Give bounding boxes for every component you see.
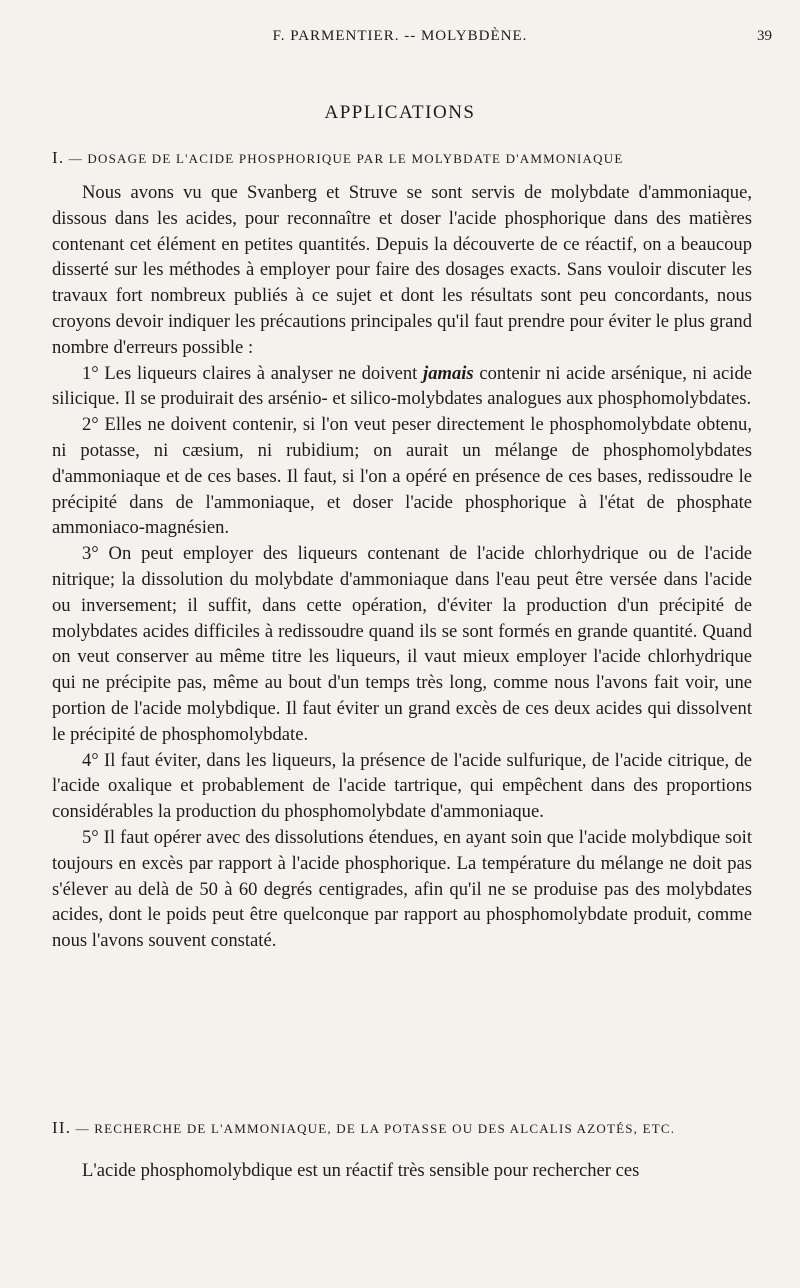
section-title: APPLICATIONS <box>324 102 476 123</box>
list-item: 5° Il faut opérer avec des dissolutions étendues, en ayant soin que l'acide molybdique soit toujours en excès par rapport à l'acide phosphorique. La température du mélange ne doit pas s'élever au delà de 50 à 60 degrés centigrades, afin qu'il ne se produise pas des molybdates acides, dont le poids peut être quelconque par rapport au phosphomolybdate produit, comme nous l'avons souvent constaté. <box>52 826 752 952</box>
subsection-number: I. <box>52 148 65 167</box>
list-item <box>52 361 752 413</box>
subsection-heading-2 <box>52 1118 752 1138</box>
running-title: F. PARMENTIER. -- MOLYBDÈNE. <box>272 28 528 44</box>
subsection-title: — RECHERCHE DE L'AMMONIAQUE, DE LA POTASSE OU DES ALCALIS AZOTÉS, ETC. <box>75 1121 676 1136</box>
closing-text <box>52 1158 752 1184</box>
list-item: 4° Il faut éviter, dans les liqueurs, la présence de l'acide sulfurique, de l'acide citrique, de l'acide oxalique et probablement de l'acide tartrique, qui empêchent dans des proportions considérables la production du phosphomolybdate d'ammoniaque. <box>52 749 752 823</box>
running-header <box>0 28 800 52</box>
item-prefix: 1° Les liqueurs claires à analyser ne doivent <box>82 362 424 384</box>
closing-paragraph: L'acide phosphomolybdique est un réactif très sensible pour rechercher ces <box>82 1160 640 1181</box>
intro-paragraph: Nous avons vu que Svanberg et Struve se sont servis de molybdate d'ammoniaque, dissous dans les acides, pour reconnaître et doser l'acide phosphorique dans des matières contenant cet élément en petites quantités. Depuis la découverte de ce réactif, on a beaucoup disserté sur les méthodes à employer pour faire des dosages exacts. Sans vouloir discuter les travaux fort nombreux publiés à ce sujet et dont les résultats sont peu concordants, nous croyons devoir indiquer les précautions principales qu'il faut prendre pour éviter le plus grand nombre d'erreurs possible : <box>52 182 752 358</box>
list-item: 2° Elles ne doivent contenir, si l'on veut peser directement le phosphomolybdate obtenu, ni potasse, ni cæsium, ni rubidium; on aurait un mélange de phosphomolybdates d'ammoniaque et de ces bases. Il faut, si l'on a opéré en présence de ces bases, redissoudre le précipité dans de l'ammoniaque, et doser l'acide phosphorique à l'état de phosphate ammoniaco-magnésien. <box>52 414 752 539</box>
list-item: 3° On peut employer des liqueurs contenant de l'acide chlorhydrique ou de l'acide nitrique; la dissolution du molybdate d'ammoniaque dans l'eau peut être versée dans l'acide ou inversement; il suffit, dans cette opération, d'éviter la production d'un précipité de molybdates acides difficiles à redissoudre quand ils se sont formés en grande quantité. Quand on veut conserver au même titre les liqueurs, il vaut mieux employer l'acide chlorhydrique qui ne précipite pas, même au bout d'un temps très long, comme nous l'avons fait voir, une portion de l'acide molybdique. Il faut éviter un grand excès de ces deux acides qui dissolvent le précipité de phosphomolybdate. <box>52 543 752 745</box>
subsection-heading-1 <box>52 148 752 168</box>
subsection-title: — DOSAGE DE L'ACIDE PHOSPHORIQUE PAR LE MOLYBDATE D'AMMONIAQUE <box>68 151 624 166</box>
item-rest: contenir ni acide arsénique, ni acide silicique. Il se produirait des arsénio- et silico-molybdates analogues aux phosphomolybdates. <box>52 362 752 410</box>
subsection-number: II. <box>52 1118 72 1137</box>
emphasis-word: jamais <box>423 362 474 384</box>
page-number: 39 <box>757 28 772 44</box>
body-text <box>52 180 752 954</box>
